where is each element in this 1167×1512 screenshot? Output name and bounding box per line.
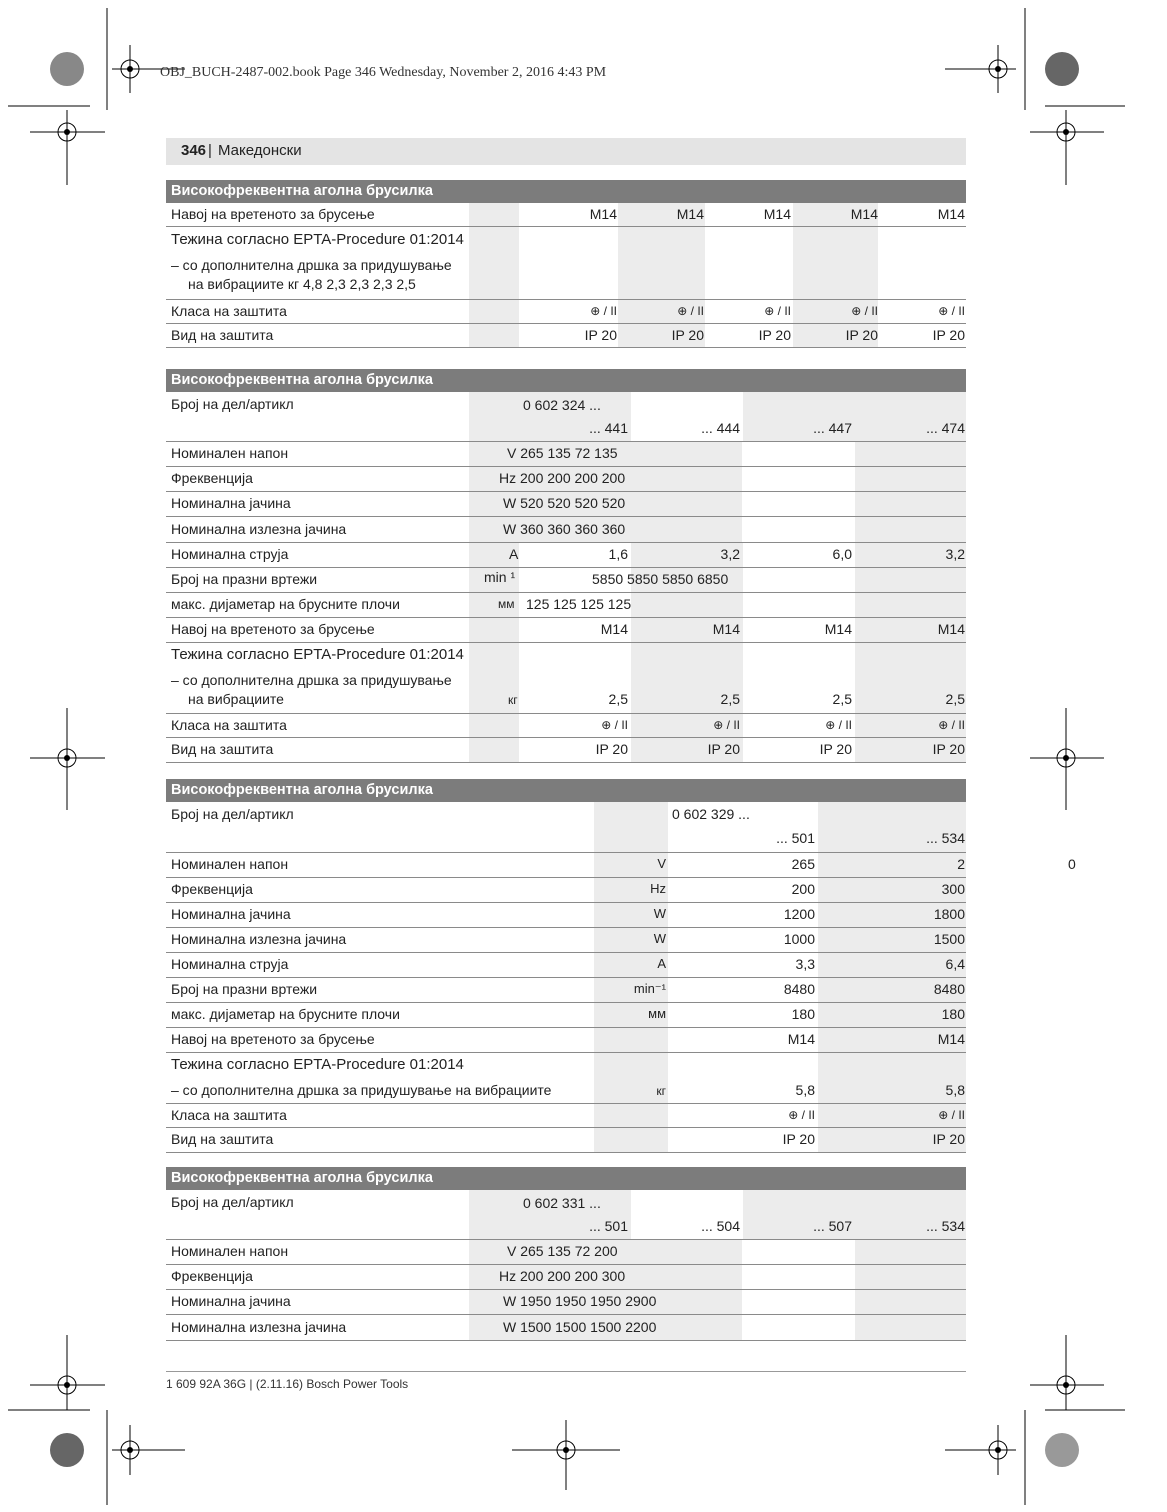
- table-row: [166, 1190, 966, 1240]
- row-label: Број на дел/артикл: [171, 396, 294, 412]
- part-number: 0 602 329 ...: [672, 806, 750, 822]
- unit: W: [653, 931, 666, 946]
- cell: IP 20: [707, 741, 740, 757]
- table-row: [166, 517, 966, 543]
- cell: 5850 5850 5850 6850: [592, 571, 729, 587]
- row-label: Номинална струја: [171, 546, 289, 562]
- row-label: Вид на заштита: [171, 741, 274, 757]
- cell: 2,5: [720, 691, 740, 707]
- cell: ⊕ / II: [938, 718, 965, 732]
- table-row: [166, 738, 966, 763]
- row-label: макс. дијаметар на брусните плочи: [171, 1006, 400, 1022]
- cell: IP 20: [584, 327, 617, 343]
- cell: IP 20: [595, 741, 628, 757]
- cell: M14: [937, 1031, 965, 1047]
- cell: 1500: [933, 931, 965, 947]
- cell: 8480: [783, 981, 815, 997]
- table-row: [166, 878, 966, 903]
- spec-table-2: [166, 369, 966, 763]
- cell: 3,2: [945, 546, 965, 562]
- unit: min⁻¹: [633, 981, 666, 996]
- row-label: Навој на вретеното за брусење: [171, 1031, 375, 1047]
- row-label: Тежина согласно EPTA-Procedure 01:2014: [171, 231, 464, 248]
- cell: 5,8: [795, 1082, 815, 1098]
- cell: IP 20: [758, 327, 791, 343]
- table-row: [166, 1003, 966, 1028]
- cell: M14: [850, 206, 878, 222]
- cell: 200: [791, 881, 815, 897]
- cell: M14: [937, 206, 965, 222]
- cell: M14: [824, 621, 852, 637]
- table-row: [166, 442, 966, 467]
- table-row: [166, 392, 966, 442]
- cell: ⊕ / II: [590, 304, 617, 318]
- cell: 1200: [783, 906, 815, 922]
- stray-value: 0: [1068, 856, 1076, 872]
- spec-table-4: [166, 1167, 966, 1341]
- cell: Hz 200 200 200 300: [499, 1268, 626, 1284]
- table-row: [166, 953, 966, 978]
- row-label: Тежина согласно EPTA-Procedure 01:2014: [171, 646, 464, 663]
- row-label: Номинална јачина: [171, 495, 291, 511]
- cell: ... 507: [813, 1218, 852, 1234]
- book-file-line: OBJ_BUCH-2487-002.book Page 346 Wednesday, November 2, 2016 4:43 PM: [160, 65, 607, 80]
- table-row: [166, 227, 966, 300]
- spec-table-1: [166, 180, 966, 348]
- row-label: макс. дијаметар на брусните плочи: [171, 596, 400, 612]
- cell: ... 474: [926, 420, 965, 436]
- cell: M14: [787, 1031, 815, 1047]
- cell: 5,8: [945, 1082, 965, 1098]
- cell: W 360 360 360 360: [503, 521, 626, 537]
- row-label: Фреквенција: [171, 881, 253, 897]
- row-label: Номинален напон: [171, 856, 289, 872]
- row-label: Навој на вретеното за брусење: [171, 206, 375, 222]
- row-label: Навој на вретеното за брусење: [171, 621, 375, 637]
- row-label: Класа на заштита: [171, 303, 287, 319]
- cell: 180: [941, 1006, 965, 1022]
- cell: M14: [676, 206, 704, 222]
- cell: 180: [791, 1006, 815, 1022]
- part-number: 0 602 331 ...: [523, 1195, 601, 1211]
- cell: 300: [941, 881, 965, 897]
- cell: M14: [600, 621, 628, 637]
- cell: W 1950 1950 1950 2900: [503, 1293, 657, 1309]
- table-row: [166, 568, 966, 593]
- table-row: [166, 1028, 966, 1053]
- table-row: [166, 1240, 966, 1265]
- table-row: [166, 714, 966, 738]
- table-row: [166, 1290, 966, 1315]
- unit: мм: [648, 1006, 666, 1021]
- row-label: Број на дел/артикл: [171, 806, 294, 822]
- table-row: [166, 1104, 966, 1128]
- cell: 265: [791, 856, 815, 872]
- cell: V 265 135 72 200: [507, 1243, 618, 1259]
- row-label: Вид на заштита: [171, 327, 274, 343]
- table-row: [166, 1053, 966, 1104]
- row-label: Број на дел/артикл: [171, 1194, 294, 1210]
- cell: ⊕ / II: [851, 304, 878, 318]
- cell: M14: [763, 206, 791, 222]
- cell: ⊕ / II: [764, 304, 791, 318]
- cell: 1800: [933, 906, 965, 922]
- row-label: Номинална излезна јачина: [171, 1319, 347, 1335]
- row-label: Номинална струја: [171, 956, 289, 972]
- cell: 6,4: [945, 956, 965, 972]
- cell: ... 534: [926, 830, 965, 846]
- row-label: Номинална излезна јачина: [171, 931, 347, 947]
- cell: ... 501: [589, 1218, 628, 1234]
- cell: IP 20: [932, 1131, 965, 1147]
- cell: ⊕ / II: [938, 1108, 965, 1122]
- cell: ⊕ / II: [938, 304, 965, 318]
- table-title: Високофреквентна аголна брусилка: [166, 779, 966, 802]
- spec-table-3: [166, 779, 966, 1153]
- unit: min ¹: [484, 569, 516, 585]
- row-label: Број на празни вртежи: [171, 981, 318, 997]
- cell: IP 20: [932, 327, 965, 343]
- cell: ⊕ / II: [825, 718, 852, 732]
- unit: мм: [498, 597, 515, 611]
- table-row: [166, 1265, 966, 1290]
- row-label: – со дополнителна дршка за придушување на вибрациите: [171, 1082, 552, 1098]
- table-row: [166, 1128, 966, 1153]
- row-label: – со дополнителна дршка за придушување: [171, 672, 452, 688]
- part-number: 0 602 324 ...: [523, 397, 601, 413]
- cell: 3,3: [795, 956, 815, 972]
- cell: IP 20: [782, 1131, 815, 1147]
- row-label: Номинална јачина: [171, 1293, 291, 1309]
- cell: ... 504: [701, 1218, 740, 1234]
- table-row: [166, 618, 966, 643]
- table-row: [166, 203, 966, 227]
- page-number: 346: [181, 142, 207, 159]
- page-language: Македонски: [218, 142, 302, 159]
- cell: 6,0: [832, 546, 852, 562]
- cell: W 1500 1500 1500 2200: [503, 1319, 657, 1335]
- row-label: – со дополнителна дршка за придушување: [171, 257, 452, 273]
- cell: 125 125 125 125: [526, 596, 632, 612]
- table-row: [166, 643, 966, 714]
- row-label: Номинална јачина: [171, 906, 291, 922]
- cell: IP 20: [819, 741, 852, 757]
- table-row: [166, 492, 966, 517]
- row-label: Тежина согласно EPTA-Procedure 01:2014: [171, 1056, 464, 1073]
- cell: M14: [937, 621, 965, 637]
- unit: W: [653, 906, 666, 921]
- cell: V 265 135 72 135: [507, 445, 618, 461]
- table-title: Високофреквентна аголна брусилка: [166, 369, 966, 392]
- cell: 2,5: [832, 691, 852, 707]
- table-title: Високофреквентна аголна брусилка: [166, 180, 966, 203]
- unit: Hz: [650, 881, 666, 896]
- table-title: Високофреквентна аголна брусилка: [166, 1167, 966, 1190]
- header-separator: |: [208, 142, 212, 159]
- cell: M14: [589, 206, 617, 222]
- row-label: Класа на заштита: [171, 717, 287, 733]
- cell: ... 444: [701, 420, 740, 436]
- page-header: [166, 138, 966, 165]
- unit: кг: [656, 1084, 666, 1098]
- cell: 1,6: [608, 546, 628, 562]
- row-label: Номинален напон: [171, 1243, 289, 1259]
- row-label: Класа на заштита: [171, 1107, 287, 1123]
- row-label: на вибрациите: [188, 691, 284, 707]
- cell: 2: [957, 856, 965, 872]
- footer-rule: [166, 1371, 966, 1372]
- table-row: [166, 903, 966, 928]
- table-row: [166, 1315, 966, 1341]
- table-row: [166, 543, 966, 568]
- cell: ⊕ / II: [788, 1108, 815, 1122]
- table-row: [166, 802, 966, 853]
- cell: IP 20: [932, 741, 965, 757]
- row-label: Номинална излезна јачина: [171, 521, 347, 537]
- row-label: Фреквенција: [171, 1268, 253, 1284]
- cell: Hz 200 200 200 200: [499, 470, 626, 486]
- row-label: Вид на заштита: [171, 1131, 274, 1147]
- cell: 2,5: [945, 691, 965, 707]
- table-row: [166, 853, 966, 878]
- row-label: Број на празни вртежи: [171, 571, 318, 587]
- unit: кг: [508, 693, 518, 707]
- table-row: [166, 978, 966, 1003]
- cell: IP 20: [845, 327, 878, 343]
- unit: A: [657, 956, 666, 971]
- unit: V: [657, 856, 666, 871]
- cell: ... 501: [776, 830, 815, 846]
- cell: 3,2: [720, 546, 740, 562]
- cell: ⊕ / II: [713, 718, 740, 732]
- cell: ... 441: [589, 420, 628, 436]
- cell: M14: [712, 621, 740, 637]
- table-row: [166, 467, 966, 492]
- row-label: Номинален напон: [171, 445, 289, 461]
- table-row: [166, 928, 966, 953]
- table-row: [166, 300, 966, 324]
- cell: 1000: [783, 931, 815, 947]
- cell: 8480: [933, 981, 965, 997]
- row-label: Фреквенција: [171, 470, 253, 486]
- cell: W 520 520 520 520: [503, 495, 626, 511]
- cell: ⊕ / II: [677, 304, 704, 318]
- cell: IP 20: [671, 327, 704, 343]
- cell: 2,5: [608, 691, 628, 707]
- table-row: [166, 324, 966, 348]
- cell: ... 534: [926, 1218, 965, 1234]
- footer: 1 609 92A 36G | (2.11.16) Bosch Power Tools: [166, 1377, 409, 1391]
- row-label: на вибрациите кг 4,8 2,3 2,3 2,3 2,5: [188, 276, 416, 292]
- table-row: [166, 593, 966, 618]
- cell: ⊕ / II: [601, 718, 628, 732]
- cell: ... 447: [813, 420, 852, 436]
- unit: A: [509, 546, 519, 562]
